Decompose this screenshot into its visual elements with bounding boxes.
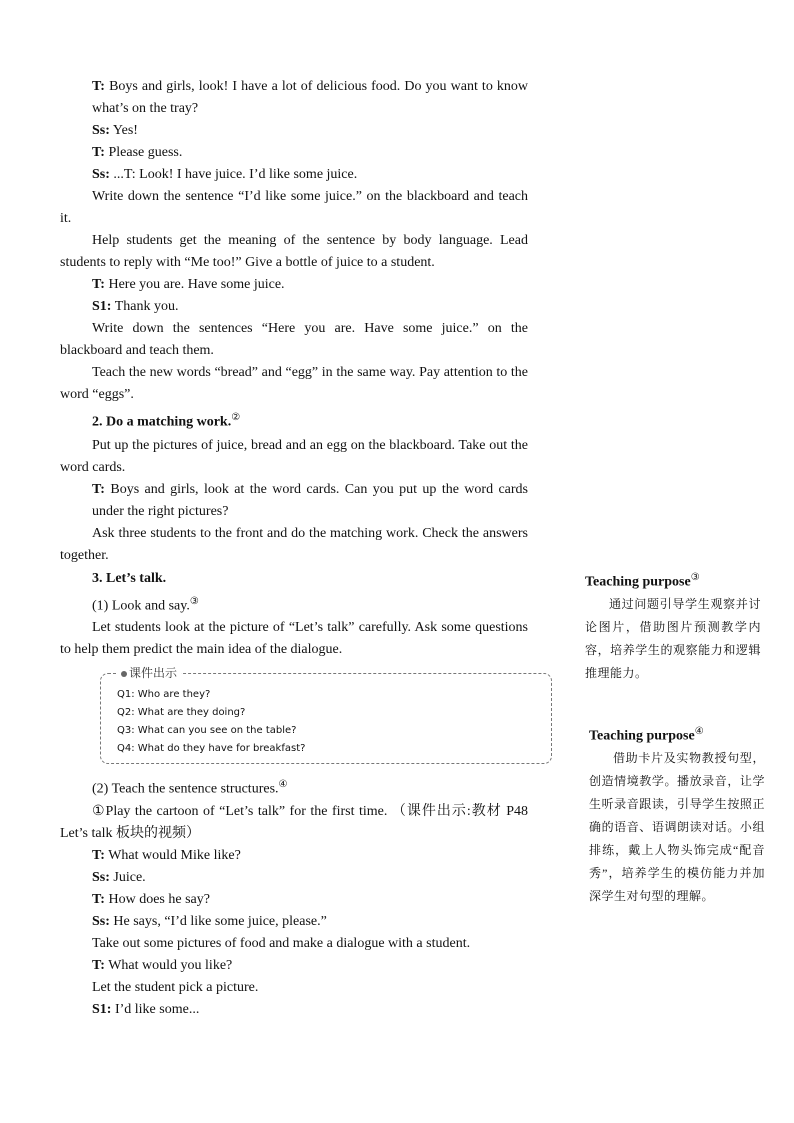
speaker-label: T:	[92, 481, 105, 497]
paragraph	[60, 774, 528, 801]
paragraph	[60, 523, 528, 567]
paragraph-text: ①Play the cartoon of “Let’s talk” for the first time. （课件出示:教材 P48 Let’s talk 板块的视频）	[60, 803, 528, 841]
speaker-label: T:	[92, 957, 105, 973]
courseware-title: 课件出示	[117, 666, 181, 680]
speaker-label: S1:	[92, 1001, 112, 1017]
side-note-title: Teaching purpose③	[585, 572, 700, 590]
dialogue-line	[60, 867, 528, 889]
paragraph	[60, 933, 528, 955]
dialogue-line	[60, 142, 528, 164]
dialogue-line	[60, 479, 528, 523]
lesson-content-part2	[60, 774, 528, 1021]
side-note-4	[589, 722, 765, 908]
paragraph	[60, 435, 528, 479]
heading-text: 3. Let’s talk.	[92, 570, 167, 586]
side-note-text: 借助卡片及实物教授句型，创造情境教学。播放录音，让学生听录音跟读，引导学生按照正确的语音、语调朗读对话。小组排练，戴上人物头饰完成“配音秀”，培养学生的模仿能力并加深学生对句型的理解。	[589, 750, 765, 903]
section-heading	[60, 406, 528, 435]
speaker-label: T:	[92, 79, 105, 94]
dialogue-text: He says, “I’d like some juice, please.”	[113, 913, 327, 929]
question-3: Q3: What can you see on the table?	[117, 725, 297, 737]
dialogue-line	[60, 845, 528, 867]
dialogue-line	[60, 955, 528, 977]
speaker-label: T:	[92, 277, 105, 292]
bullet-dot-icon	[121, 671, 127, 677]
dialogue-text: Please guess.	[108, 145, 183, 160]
footnote-mark: ③	[189, 595, 199, 607]
speaker-label: T:	[92, 847, 105, 863]
paragraph-text: Write down the sentence “I’d like some juice.” on the blackboard and teach it.	[60, 189, 528, 226]
paragraph	[60, 591, 528, 618]
dialogue-text: ...T: Look! I have juice. I’d like some juice.	[113, 167, 358, 182]
paragraph	[60, 617, 528, 661]
dialogue-text: What would Mike like?	[108, 847, 241, 863]
dialogue-text: Boys and girls, look at the word cards. Can you put up the word cards under the right pictures?	[92, 481, 529, 519]
paragraph-text: Teach the new words “bread” and “egg” in the same way. Pay attention to the word “eggs”.	[60, 365, 528, 402]
paragraph-text: Write down the sentences “Here you are. Have some juice.” on the blackboard and teach them.	[60, 321, 528, 358]
paragraph	[60, 318, 528, 362]
dialogue-line	[60, 164, 528, 186]
side-note-text: 通过问题引导学生观察并讨论图片，借助图片预测教学内容，培养学生的观察能力和逻辑推理能力。	[585, 596, 761, 680]
paragraph-text: Let students look at the picture of “Let’s talk” carefully. Ask some questions to help them predict the main idea of the dialogue.	[60, 620, 528, 658]
speaker-label: T:	[92, 891, 105, 907]
speaker-label: T:	[92, 145, 105, 160]
paragraph	[60, 977, 528, 999]
lesson-content-part1	[60, 76, 528, 661]
dialogue-line	[60, 76, 528, 120]
paragraph-text: (2) Teach the sentence structures.	[92, 781, 279, 797]
paragraph	[60, 362, 528, 406]
dialogue-text: Yes!	[112, 123, 138, 138]
dialogue-line	[60, 999, 528, 1021]
main-column	[60, 76, 528, 1021]
dialogue-text: Thank you.	[114, 299, 179, 314]
side-note-3	[585, 568, 761, 685]
dialogue-line	[60, 120, 528, 142]
dialogue-line	[60, 274, 528, 296]
paragraph	[60, 186, 528, 230]
speaker-label: Ss:	[92, 123, 110, 138]
speaker-label: Ss:	[92, 913, 110, 929]
paragraph-text: Take out some pictures of food and make a dialogue with a student.	[92, 935, 471, 951]
dialogue-line	[60, 911, 528, 933]
section-heading	[60, 567, 528, 591]
courseware-box	[100, 666, 552, 764]
paragraph	[60, 230, 528, 274]
speaker-label: Ss:	[92, 167, 110, 182]
question-2: Q2: What are they doing?	[117, 707, 246, 719]
paragraph-text: Ask three students to the front and do the matching work. Check the answers together.	[60, 525, 528, 563]
paragraph-text: Put up the pictures of juice, bread and an egg on the blackboard. Take out the word cards.	[60, 437, 528, 475]
paragraph-text: Let the student pick a picture.	[92, 979, 259, 995]
speaker-label: Ss:	[92, 869, 110, 885]
footnote-mark: ②	[231, 412, 241, 423]
dialogue-text: Juice.	[113, 869, 146, 885]
question-1: Q1: Who are they?	[117, 689, 211, 701]
dialogue-line	[60, 889, 528, 911]
paragraph-text: Help students get the meaning of the sentence by body language. Lead students to reply with “Me too!” Give a bottle of juice to a student.	[60, 233, 528, 270]
paragraph-text: (1) Look and say.	[92, 598, 190, 614]
dialogue-text: What would you like?	[108, 957, 233, 973]
speaker-label: S1:	[92, 299, 112, 314]
dialogue-text: Boys and girls, look! I have a lot of delicious food. Do you want to know what’s on the tray?	[92, 79, 529, 116]
dialogue-text: I’d like some...	[114, 1001, 200, 1017]
dialogue-line	[60, 296, 528, 318]
paragraph	[60, 801, 528, 845]
footnote-mark: ④	[278, 779, 288, 791]
dialogue-text: How does he say?	[108, 891, 210, 907]
heading-text: 2. Do a matching work.	[92, 414, 232, 430]
side-note-title: Teaching purpose④	[589, 726, 704, 744]
question-4: Q4: What do they have for breakfast?	[117, 743, 306, 755]
dialogue-text: Here you are. Have some juice.	[108, 277, 285, 292]
